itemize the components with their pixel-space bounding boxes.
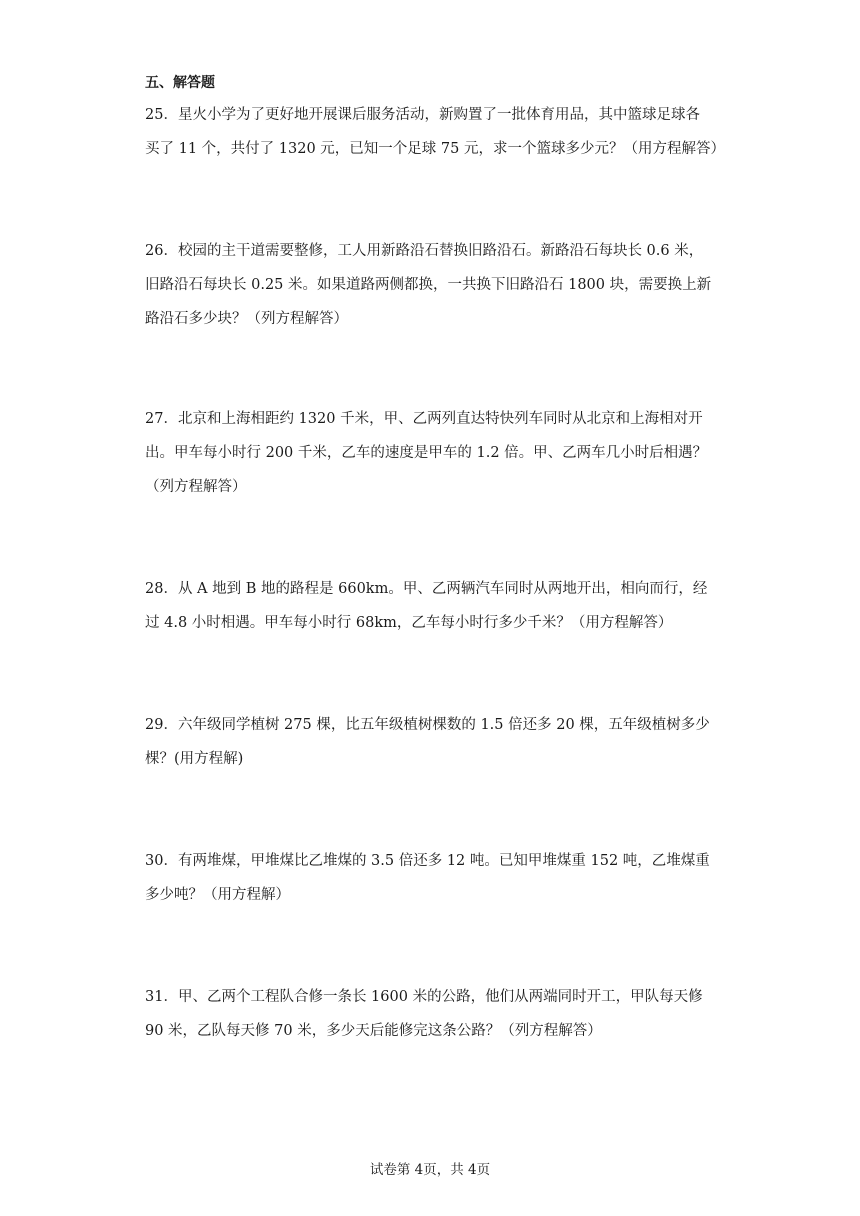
question-line: 旧路沿石每块长 0.25 米。如果道路两侧都换，一共换下旧路沿石 1800 块，需要换上新 xyxy=(145,277,712,293)
question-line: 出。甲车每小时行 200 千米，乙车的速度是甲车的 1.2 倍。甲、乙两车几小时后相遇？ xyxy=(145,445,708,461)
question-line: 棵？(用方程解) xyxy=(145,751,244,767)
question-27 xyxy=(145,402,720,504)
question-line: 多少吨？（用方程解） xyxy=(145,887,290,903)
question-29 xyxy=(145,708,720,776)
question-line: 30．有两堆煤，甲堆煤比乙堆煤的 3.5 倍还多 12 吨。已知甲堆煤重 152 吨，乙堆煤重 xyxy=(145,853,710,869)
question-line: 28．从 A 地到 B 地的路程是 660km。甲、乙两辆汽车同时从两地开出，相向而行，经 xyxy=(145,581,708,597)
section-title: 五、解答题 xyxy=(145,75,215,91)
page-footer: 试卷第 4页，共 4页 xyxy=(369,1162,491,1178)
question-line: 29．六年级同学植树 275 棵，比五年级植树棵数的 1.5 倍还多 20 棵，五年级植树多少 xyxy=(145,717,710,733)
question-line: 27．北京和上海相距约 1320 千米，甲、乙两列直达特快列车同时从北京和上海相对开 xyxy=(145,411,703,427)
question-line: 路沿石多少块？（列方程解答） xyxy=(145,311,348,327)
question-31 xyxy=(145,980,720,1048)
question-line: 90 米，乙队每天修 70 米，多少天后能修完这条公路？（列方程解答） xyxy=(145,1023,602,1039)
question-line: 买了 11 个，共付了 1320 元，已知一个足球 75 元，求一个篮球多少元？（用方程解答） xyxy=(145,141,725,157)
question-26 xyxy=(145,234,720,336)
question-28 xyxy=(145,572,720,640)
question-line: （列方程解答） xyxy=(145,479,247,495)
question-line: 过 4.8 小时相遇。甲车每小时行 68km，乙车每小时行多少千米？（用方程解答） xyxy=(145,615,673,631)
question-line: 26．校园的主干道需要整修，工人用新路沿石替换旧路沿石。新路沿石每块长 0.6 米， xyxy=(145,243,704,259)
question-25 xyxy=(145,98,725,166)
question-line: 25．星火小学为了更好地开展课后服务活动，新购置了一批体育用品，其中篮球足球各 xyxy=(145,107,700,123)
question-line: 31．甲、乙两个工程队合修一条长 1600 米的公路，他们从两端同时开工，甲队每天修 xyxy=(145,989,703,1005)
question-30 xyxy=(145,844,720,912)
